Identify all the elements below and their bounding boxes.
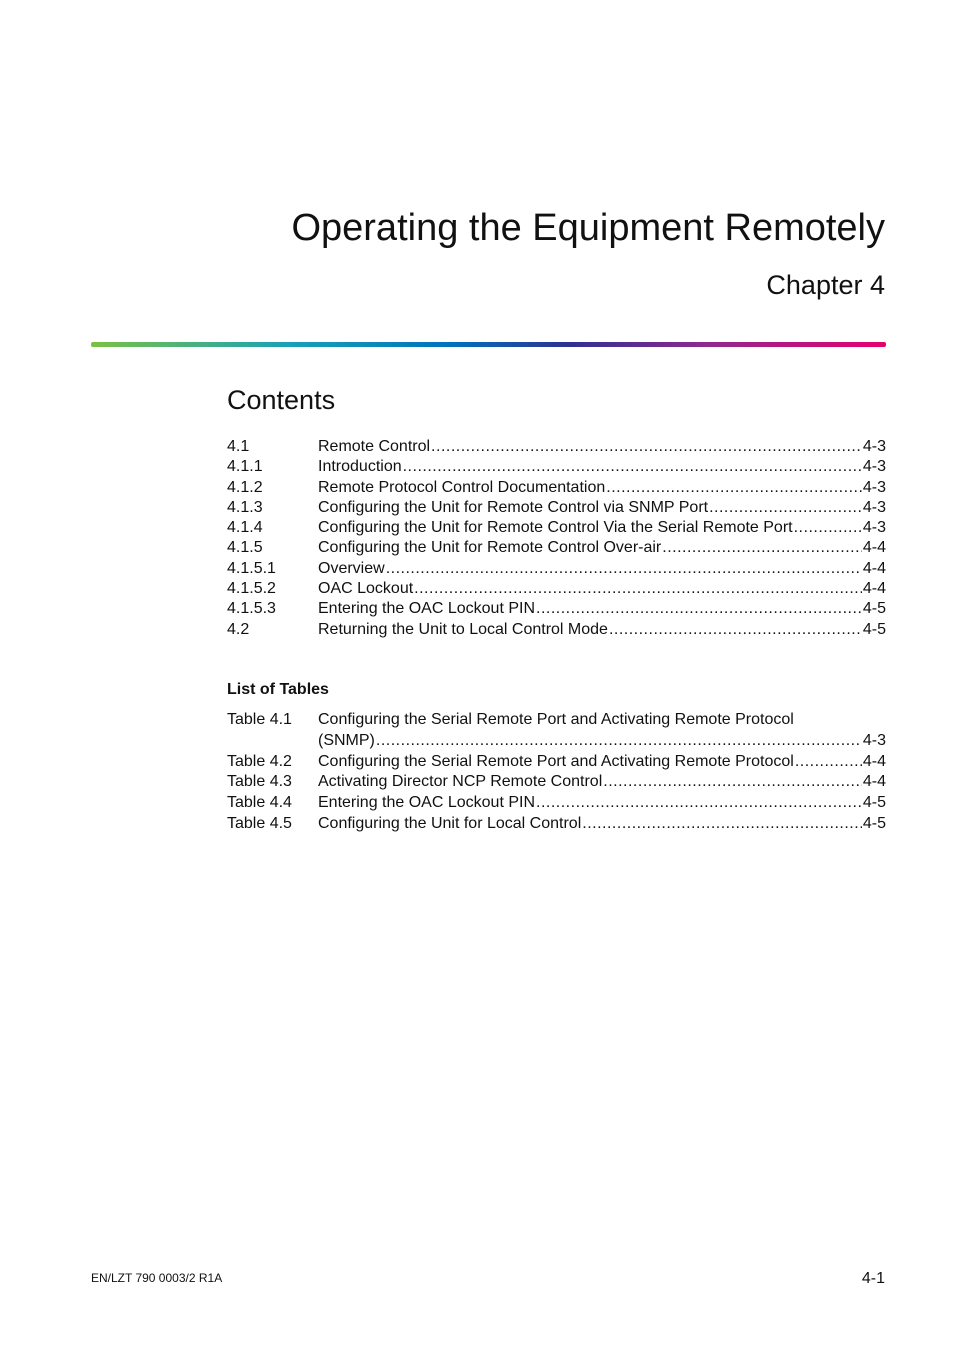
toc-entry[interactable] [227,518,886,538]
toc-dot-leader [662,538,862,558]
table-entry-number: Table 4.1 [227,711,292,728]
toc-entry-page: 4-3 [862,458,886,476]
toc-dot-leader [403,457,862,477]
toc-entry-title: Configuring the Unit for Remote Control Over-air [318,539,662,557]
toc-entry-number: 4.1.4 [227,519,263,537]
table-entry-title: Configuring the Serial Remote Port and Activating Remote Protocol [318,752,794,773]
table-dot-leader [376,731,862,752]
table-dot-leader [795,752,862,773]
table-entry-page: 4-5 [862,814,886,832]
contents-heading: Contents [227,385,336,415]
toc-dot-leader [431,437,862,457]
toc-entry-number: 4.1.5.2 [227,580,276,598]
toc-entry-number: 4.1.2 [227,478,263,496]
toc-entry-page: 4-4 [862,580,886,598]
page-number: 4-1 [861,1270,885,1287]
toc-entry[interactable] [227,599,886,619]
table-entry[interactable] [227,814,886,835]
toc-entry-title: Introduction [318,458,402,476]
toc-entry-number: 4.1.5.1 [227,559,276,577]
toc-entry[interactable] [227,457,886,477]
table-entry-title: Configuring the Unit for Local Control [318,814,581,835]
toc-entry-title: Entering the OAC Lockout PIN [318,600,535,618]
toc-entry-page: 4-5 [862,600,886,618]
toc-dot-leader [794,518,862,538]
toc-entry-page: 4-3 [862,478,886,496]
toc-entry[interactable] [227,498,886,518]
table-entry-page: 4-4 [862,773,886,791]
toc-entry-page: 4-4 [862,559,886,577]
table-entry[interactable] [227,772,886,793]
table-entry-number: Table 4.2 [227,752,292,770]
toc-dot-leader [386,559,862,579]
table-of-contents [227,437,886,640]
toc-entry-title: OAC Lockout [318,580,414,598]
list-of-tables-heading: List of Tables [227,681,329,698]
list-of-tables [227,710,886,835]
toc-entry-number: 4.1.5 [227,539,263,557]
table-entry-page: 4-4 [862,752,886,770]
table-dot-leader [603,772,862,793]
toc-entry-number: 4.1 [227,438,250,455]
toc-entry-number: 4.2 [227,620,250,638]
toc-dot-leader [609,620,862,640]
table-entry[interactable] [227,752,886,773]
document-id: EN/LZT 790 0003/2 R1A [91,1271,223,1285]
toc-entry[interactable] [227,620,886,640]
toc-entry-page: 4-3 [862,438,886,455]
chapter-label: Chapter 4 [766,270,885,300]
toc-entry[interactable] [227,478,886,498]
table-entry-title: Activating Director NCP Remote Control [318,772,602,793]
toc-entry-title: Returning the Unit to Local Control Mode [318,620,608,638]
table-entry-title-line: Configuring the Serial Remote Port and Activating Remote Protocol [318,711,794,728]
toc-entry[interactable] [227,538,886,558]
toc-entry-number: 4.1.5.3 [227,600,276,618]
toc-entry-page: 4-3 [862,519,886,537]
toc-entry-number: 4.1.3 [227,498,263,516]
table-entry-title: (SNMP) [318,731,375,752]
table-entry-title: Entering the OAC Lockout PIN [318,793,535,814]
table-entry[interactable] [227,710,886,752]
toc-entry-number: 4.1.1 [227,458,263,476]
toc-entry-page: 4-5 [862,620,886,638]
toc-entry-title: Configuring the Unit for Remote Control via SNMP Port [318,498,709,516]
toc-dot-leader [414,579,862,599]
toc-entry-title: Overview [318,559,385,577]
table-entry[interactable] [227,793,886,814]
toc-entry-page: 4-4 [862,539,886,557]
table-entry-number: Table 4.5 [227,814,292,832]
toc-entry-page: 4-3 [862,498,886,516]
table-entry-number: Table 4.3 [227,773,292,791]
table-entry-page: 4-3 [862,731,886,749]
gradient-divider [91,342,886,347]
toc-entry-title: Configuring the Unit for Remote Control Via the Serial Remote Port [318,519,793,537]
toc-entry[interactable] [227,437,886,457]
table-dot-leader [582,814,862,835]
toc-entry-title: Remote Protocol Control Documentation [318,478,606,496]
toc-dot-leader [536,599,862,619]
toc-entry[interactable] [227,579,886,599]
chapter-title: Operating the Equipment Remotely [291,207,885,249]
toc-entry[interactable] [227,559,886,579]
table-dot-leader [536,793,862,814]
toc-dot-leader [606,478,862,498]
toc-dot-leader [709,498,862,518]
toc-entry-title: Remote Control [318,438,431,455]
table-entry-number: Table 4.4 [227,794,292,812]
table-entry-page: 4-5 [862,794,886,812]
